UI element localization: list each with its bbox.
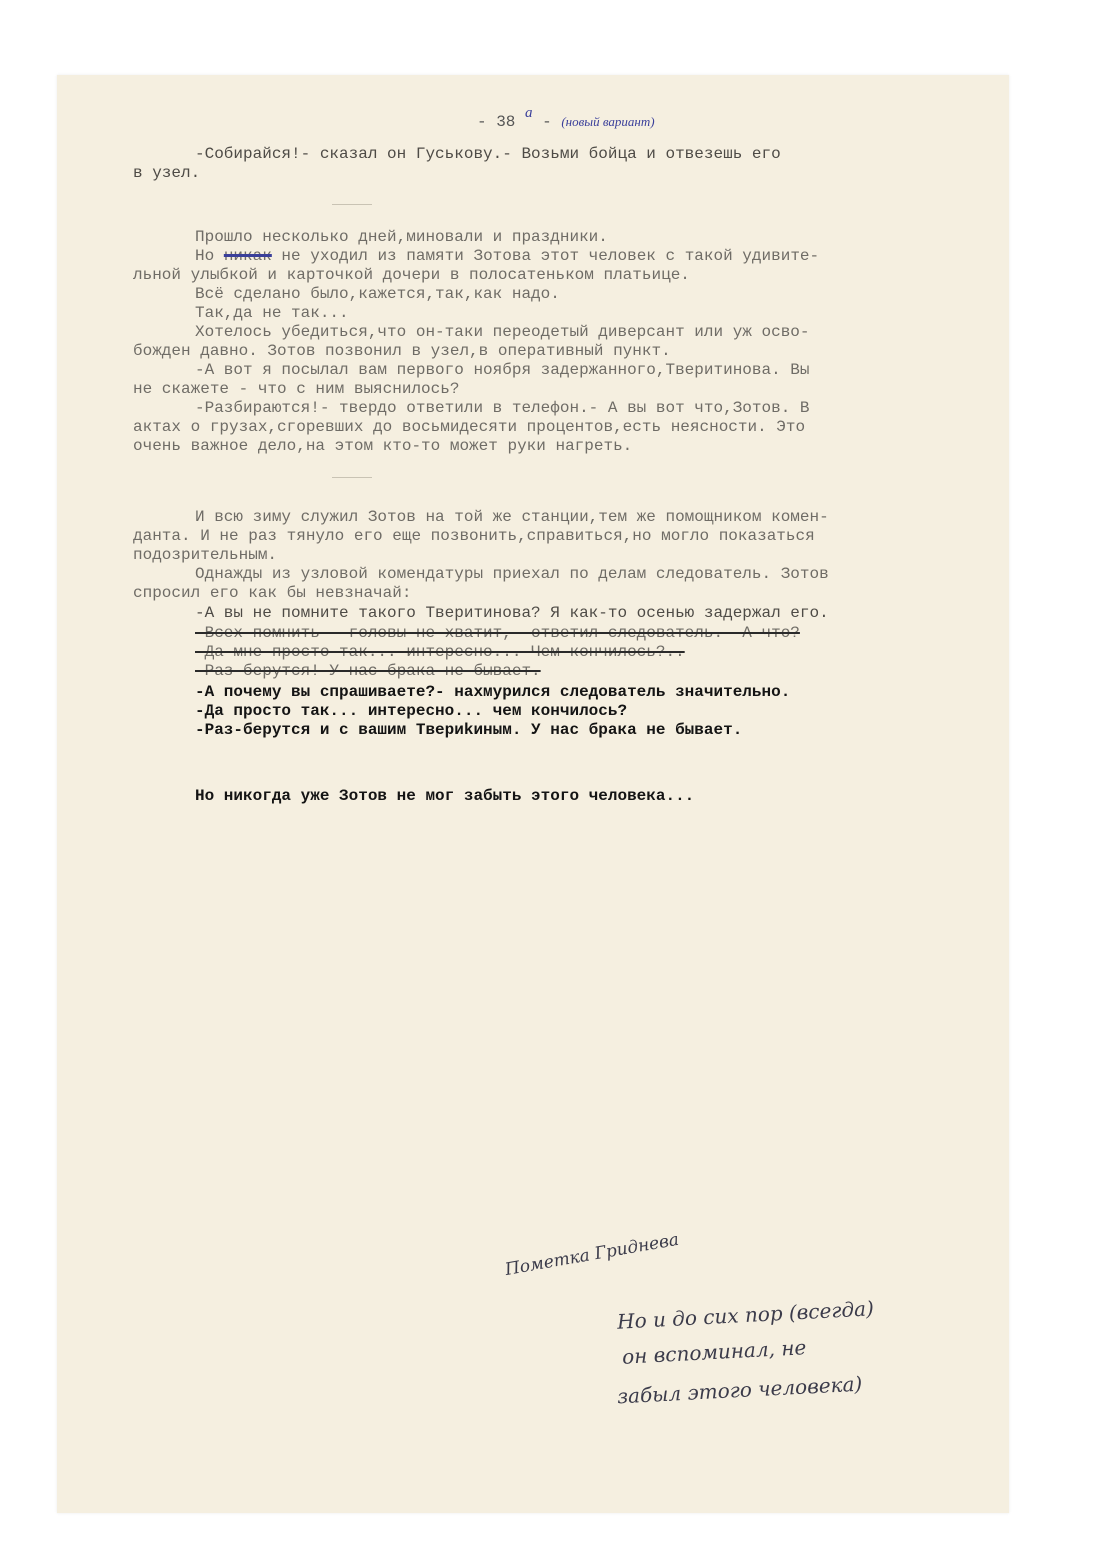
struck-line: -Раз-берутся! У нас брака не бывает. bbox=[195, 662, 541, 680]
text-line: -А вот я посылал вам первого ноября задержанного,Тверитинова. Вы bbox=[195, 361, 810, 379]
struck-line: -Всех помнить - головы не хватит,- ответил следователь.- А что? bbox=[195, 624, 800, 642]
handwritten-note-line: забыл этого человека) bbox=[616, 1371, 863, 1409]
page-number-dash: - bbox=[542, 113, 552, 131]
page-number-value: - 38 bbox=[477, 113, 516, 131]
text-line: божден давно. Зотов позвонил в узел,в оперативный пункт. bbox=[133, 342, 671, 360]
handwritten-note-line: Но и до сих пор (всегда) bbox=[616, 1296, 875, 1334]
struck-line: -Да мне просто так... интересно... Чем кончилось?.. bbox=[195, 643, 685, 661]
handwritten-note-line: он вспоминал, не bbox=[621, 1335, 807, 1369]
text-line: очень важное дело,на этом кто-то может руки нагреть. bbox=[133, 437, 633, 455]
revised-line: -А почему вы спрашиваете?- нахмурился следователь значительно. bbox=[195, 683, 791, 701]
text-line: данта. И не раз тянуло его еще позвонить,справиться,но могло показаться bbox=[133, 527, 815, 545]
text-line: -Собирайся!- сказал он Гуськову.- Возьми бойца и отвезешь его bbox=[195, 145, 781, 163]
text-line: не скажете - что с ним выяснилось? bbox=[133, 380, 460, 398]
text-line: Хотелось убедиться,что он-таки переодетый диверсант или уж осво- bbox=[195, 323, 810, 341]
text-line: спросил его как бы невзначай: bbox=[133, 584, 412, 602]
handwritten-version-note: (новый вариант) bbox=[561, 114, 655, 129]
text-line: Всё сделано было,кажется,так,как надо. bbox=[195, 285, 560, 303]
text-line: -А вы не помните такого Тверитинова? Я как-то осенью задержал его. bbox=[195, 604, 829, 622]
revised-line: -Раз-берутся и с вашим Твериkиным. У нас брака не бывает. bbox=[195, 721, 743, 739]
final-line: Но никогда уже Зотов не мог забыть этого человека... bbox=[195, 787, 695, 805]
text-line: подозрительным. bbox=[133, 546, 278, 564]
section-divider bbox=[332, 477, 372, 478]
page-number bbox=[477, 105, 655, 131]
typescript-page bbox=[57, 75, 1009, 1513]
text-line: Однажды из узловой комендатуры приехал по делам следователь. Зотов bbox=[195, 565, 829, 583]
text-line: Но никак не уходил из памяти Зотова этот человек с такой удивите- bbox=[195, 247, 820, 265]
section-divider bbox=[332, 204, 372, 205]
text-line: Прошло несколько дней,миновали и праздники. bbox=[195, 228, 608, 246]
text-line: льной улыбкой и карточкой дочери в полосатеньком платьице. bbox=[133, 266, 690, 284]
revised-line: -Да просто так... интересно... чем кончилось? bbox=[195, 702, 628, 720]
handwritten-note-heading: Пометка Гриднева bbox=[503, 1229, 681, 1280]
text-line: актах о грузах,сгоревших до восьмидесяти процентов,есть неясности. Это bbox=[133, 418, 806, 436]
text-line: -Разбираются!- твердо ответили в телефон.- А вы вот что,Зотов. В bbox=[195, 399, 810, 417]
text-line: И всю зиму служил Зотов на той же станции,тем же помощником комен- bbox=[195, 508, 829, 526]
text-line: Так,да не так... bbox=[195, 304, 349, 322]
page-number-suffix: a bbox=[525, 105, 533, 121]
struck-word: никак bbox=[223, 247, 272, 265]
text-line: в узел. bbox=[133, 164, 201, 182]
